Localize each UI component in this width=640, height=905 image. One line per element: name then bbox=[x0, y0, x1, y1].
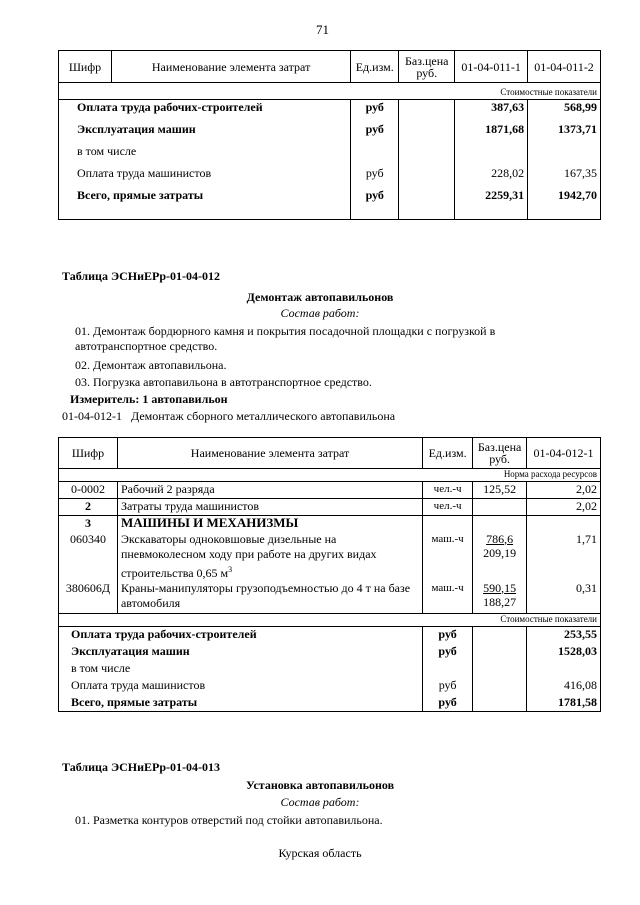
row-unit: руб bbox=[351, 166, 399, 188]
row-v2: 568,99 bbox=[528, 100, 601, 122]
row-name: Оплата труда машинистов bbox=[71, 677, 206, 692]
meter-line: Измеритель: 1 автопавильон bbox=[70, 392, 228, 406]
row-unit: руб bbox=[351, 122, 399, 144]
footer: Курская область bbox=[278, 846, 362, 860]
row-val: 1,71 bbox=[527, 532, 601, 581]
row-unit: руб bbox=[351, 100, 399, 122]
table-row bbox=[59, 678, 601, 695]
table-row bbox=[59, 532, 601, 581]
code-line: 01-04-012-1 Демонтаж сборного металлического автопавильона bbox=[62, 409, 396, 423]
row-price2: 209,19 bbox=[483, 545, 517, 560]
subheader: Стоимостные показатели bbox=[59, 614, 601, 627]
row-v2: 1942,70 bbox=[528, 188, 601, 220]
row-v2: 167,35 bbox=[528, 166, 601, 188]
row-unit: чел.-ч bbox=[423, 499, 473, 516]
page-number: 71 bbox=[316, 22, 329, 37]
row-unit: руб bbox=[423, 627, 473, 644]
work-heading: Состав работ: bbox=[280, 795, 360, 809]
row-v1: 387,63 bbox=[455, 100, 528, 122]
header-col1: 01-04-012-1 bbox=[527, 438, 601, 469]
table-title: Таблица ЭСНиЕРр-01-04-012 bbox=[62, 269, 221, 283]
header-name: Наименование элемента затрат bbox=[111, 51, 350, 83]
row-name: Эксплуатация машин bbox=[77, 121, 196, 136]
row-unit: чел.-ч bbox=[423, 482, 473, 499]
table-row bbox=[59, 695, 601, 712]
row-name: Эксплуатация машин bbox=[71, 643, 190, 658]
row-val: 1528,03 bbox=[527, 644, 601, 661]
row-val: 2,02 bbox=[527, 482, 601, 499]
row-v1: 2259,31 bbox=[455, 188, 528, 220]
row-name: Рабочий 2 разряда bbox=[117, 482, 422, 499]
row-val: 2,02 bbox=[527, 499, 601, 516]
row-code: 380606Д bbox=[59, 581, 118, 614]
row-name: Оплата труда машинистов bbox=[77, 165, 212, 180]
table-row bbox=[59, 516, 601, 532]
work-heading: Состав работ: bbox=[280, 306, 360, 320]
table-row bbox=[59, 188, 601, 220]
row-name: Оплата труда рабочих-строителей bbox=[71, 627, 257, 641]
header-name: Наименование элемента затрат bbox=[117, 438, 422, 469]
row-code: 3 bbox=[59, 516, 118, 532]
subheader: Стоимостные показатели bbox=[59, 83, 601, 100]
header-code: Шифр bbox=[59, 51, 112, 83]
header-col1: 01-04-011-1 bbox=[455, 51, 528, 83]
row-name: Затраты труда машинистов bbox=[117, 499, 422, 516]
row-unit: руб bbox=[351, 188, 399, 220]
row-name: Всего, прямые затраты bbox=[77, 187, 204, 202]
row-code: 2 bbox=[59, 499, 118, 516]
row-price1: 590,15 bbox=[483, 580, 517, 595]
row-unit: маш.-ч bbox=[423, 581, 473, 614]
cost-table-1 bbox=[58, 50, 601, 220]
row-v1: 228,02 bbox=[455, 166, 528, 188]
table-row bbox=[59, 644, 601, 661]
row-name: Экскаваторы одноковшовые дизельные на пневмоколесном ходу при работе на других видах строительства 0,65 м bbox=[120, 531, 377, 580]
header-code: Шифр bbox=[59, 438, 118, 469]
resource-table bbox=[58, 437, 601, 712]
row-code: 060340 bbox=[59, 532, 118, 581]
row-name: Всего, прямые затраты bbox=[71, 694, 198, 709]
row-name: в том числе bbox=[77, 143, 137, 158]
table-title: Таблица ЭСНиЕРр-01-04-013 bbox=[62, 760, 221, 774]
row-unit: руб bbox=[423, 695, 473, 712]
table-row bbox=[59, 499, 601, 516]
row-name: в том числе bbox=[71, 660, 131, 675]
row-v1: 1871,68 bbox=[455, 122, 528, 144]
header-unit: Ед.изм. bbox=[351, 51, 399, 83]
row-code: 0-0002 bbox=[59, 482, 118, 499]
section-heading: Установка автопавильонов bbox=[245, 778, 395, 792]
row-price: 125,52 bbox=[473, 482, 527, 499]
row-v2: 1373,71 bbox=[528, 122, 601, 144]
row-name: МАШИНЫ И МЕХАНИЗМЫ bbox=[117, 516, 422, 532]
work-item: 01. Демонтаж бордюрного камня и покрытия посадочной площадки с погрузкой в автотранспортное средство. bbox=[75, 324, 496, 353]
row-val: 1781,58 bbox=[527, 695, 601, 712]
work-item: 02. Демонтаж автопавильона. bbox=[75, 358, 227, 372]
row-unit: руб bbox=[423, 678, 473, 695]
row-val: 0,31 bbox=[527, 581, 601, 614]
row-name: Краны-манипуляторы грузоподъемностью до 4 т на базе автомобиля bbox=[117, 581, 422, 614]
row-price1: 786,6 bbox=[486, 531, 514, 546]
table-row bbox=[59, 166, 601, 188]
table-row bbox=[59, 482, 601, 499]
row-val: 416,08 bbox=[527, 678, 601, 695]
header-price: Баз.цена руб. bbox=[473, 438, 527, 469]
header-col2: 01-04-011-2 bbox=[528, 51, 601, 83]
table-row bbox=[59, 144, 601, 166]
table-row bbox=[59, 100, 601, 122]
row-price2: 188,27 bbox=[483, 594, 517, 609]
table-row bbox=[59, 627, 601, 644]
row-unit: руб bbox=[423, 644, 473, 661]
table-row bbox=[59, 581, 601, 614]
work-item: 03. Погрузка автопавильона в автотранспортное средство. bbox=[75, 375, 372, 389]
table-row bbox=[59, 122, 601, 144]
row-name: Оплата труда рабочих-строителей bbox=[77, 100, 263, 114]
row-val: 253,55 bbox=[527, 627, 601, 644]
header-unit: Ед.изм. bbox=[423, 438, 473, 469]
subheader: Норма расхода ресурсов bbox=[59, 469, 601, 482]
table-row bbox=[59, 661, 601, 678]
work-item: 01. Разметка контуров отверстий под стойки автопавильона. bbox=[75, 813, 383, 827]
superscript: 3 bbox=[228, 564, 233, 574]
section-heading: Демонтаж автопавильонов bbox=[246, 290, 394, 304]
header-price: Баз.цена руб. bbox=[399, 51, 455, 83]
row-unit: маш.-ч bbox=[423, 532, 473, 581]
